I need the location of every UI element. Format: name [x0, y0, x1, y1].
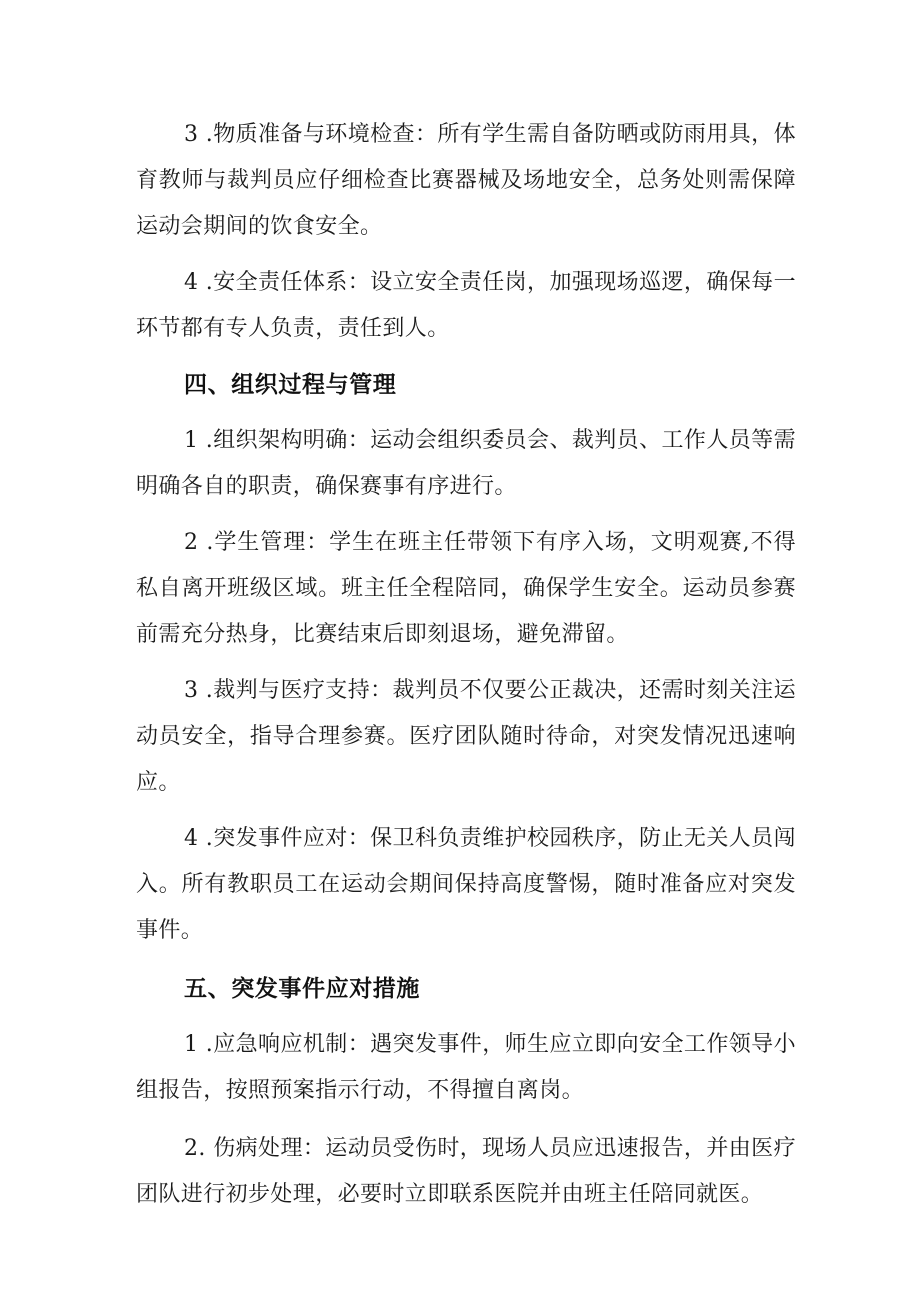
paragraph-referee-medical: 3 .裁判与医疗支持：裁判员不仅要公正裁决，还需时刻关注运动员安全，指导合理参赛。医疗团队随时待命，对突发情况迅速响应。	[136, 678, 796, 795]
paragraph-material-prep: 3 .物质准备与环境检查：所有学生需自备防晒或防雨用具，体育教师与裁判员应仔细检查比赛器械及场地安全，总务处则需保障运动会期间的饮食安全。	[136, 122, 796, 239]
paragraph-emergency-handling: 4 .突发事件应对：保卫科负责维护校园秩序，防止无关人员闯入。所有教职员工在运动会期间保持高度警惕，随时准备应对突发事件。	[136, 826, 796, 943]
section-heading-organization: 四、组织过程与管理	[184, 372, 397, 398]
paragraph-org-structure: 1 .组织架构明确：运动会组织委员会、裁判员、工作人员等需明确各自的职责，确保赛事有序进行。	[136, 428, 796, 499]
paragraph-injury-handling: 2. 伤病处理：运动员受伤时，现场人员应迅速报告，并由医疗团队进行初步处理，必要时立即联系医院并由班主任陪同就医。	[136, 1136, 796, 1207]
paragraph-student-management: 2 .学生管理：学生在班主任带领下有序入场，文明观赛,不得私自离开班级区域。班主任全程陪同，确保学生安全。运动员参赛前需充分热身，比赛结束后即刻退场，避免滞留。	[136, 530, 796, 647]
section-heading-emergency-measures: 五、突发事件应对措施	[184, 976, 420, 1002]
document-body	[136, 112, 796, 1218]
paragraph-emergency-response: 1 .应急响应机制：遇突发事件，师生应立即向安全工作领导小组报告，按照预案指示行动，不得擅自离岗。	[136, 1032, 796, 1103]
paragraph-safety-responsibility: 4 .安全责任体系：设立安全责任岗，加强现场巡逻，确保每一环节都有专人负责，责任到人。	[136, 270, 796, 341]
